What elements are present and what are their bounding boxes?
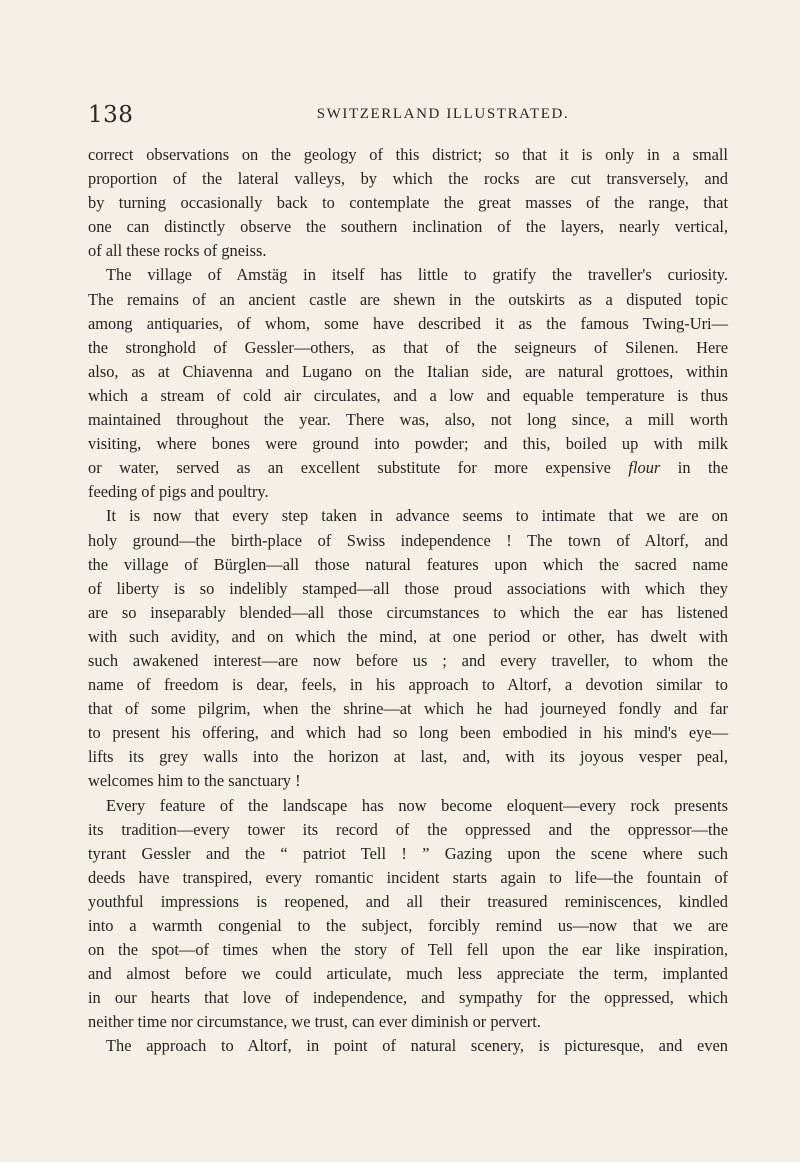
text-line: youthful impressions is reopened, and all their treasured reminiscences, kindled — [88, 891, 728, 911]
text-line: and almost before we could articulate, much less appreciate the term, implanted — [88, 964, 728, 984]
text-line: visiting, where bones were ground into powder; and this, boiled up with milk — [88, 434, 728, 454]
text-line: of liberty is so indelibly stamped—all those proud associations with which they — [88, 578, 728, 598]
text-line: The remains of an ancient castle are shewn in the outskirts as a disputed topic — [88, 289, 728, 309]
paragraph — [88, 1034, 728, 1058]
page-number: 138 — [88, 102, 134, 128]
text-line: in our hearts that love of independence, and sympathy for the oppressed, which — [88, 988, 728, 1008]
paragraph — [88, 794, 728, 1035]
text-line: welcomes him to the sanctuary ! — [88, 771, 301, 791]
text-line: tyrant Gessler and the “ patriot Tell ! ” Gazing upon the scene where such — [88, 843, 728, 863]
text-line: its tradition—every tower its record of the oppressed and the oppressor—the — [88, 819, 728, 839]
text-line: deeds have transpired, every romantic incident starts again to life—the fountain of — [88, 867, 728, 887]
text-line: into a warmth congenial to the subject, forcibly remind us—now that we are — [88, 916, 728, 935]
text-line: neither time nor circumstance, we trust, can ever diminish or pervert. — [88, 1012, 541, 1032]
text-line: that of some pilgrim, when the shrine—at which he had journeyed fondly and far — [88, 699, 728, 719]
running-title: SWITZERLAND ILLUSTRATED. — [316, 106, 570, 122]
body-text — [88, 143, 728, 1059]
text-line: to present his offering, and which had so long been embodied in his mind's eye— — [88, 723, 728, 743]
text-line: the village of Bürglen—all those natural features upon which the sacred name — [88, 554, 728, 574]
text-line: Every feature of the landscape has now become eloquent—every rock presents — [106, 795, 728, 815]
text-line: The approach to Altorf, in point of natural scenery, is picturesque, and even — [106, 1036, 728, 1056]
text-line: or water, served as an excellent substitute for more expensive flour in the — [88, 458, 729, 478]
text-line: holy ground—the birth-place of Swiss independence ! The town of Altorf, and — [88, 530, 728, 550]
text-line: with such avidity, and on which the mind, at one period or other, has dwelt with — [88, 626, 728, 646]
text-line: also, as at Chiavenna and Lugano on the Italian side, are natural grottoes, within — [88, 361, 728, 381]
text-line: on the spot—of times when the story of Tell fell upon the ear like inspiration, — [88, 940, 728, 960]
text-line: lifts its grey walls into the horizon at last, and, with its joyous vesper peal, — [88, 747, 728, 767]
text-line: are so inseparably blended—all those circumstances to which the ear has listened — [88, 602, 728, 622]
page-header — [88, 102, 728, 132]
paragraph — [88, 143, 728, 263]
text-line: such awakened interest—are now before us ; and every traveller, to whom the — [88, 650, 728, 670]
text-line: feeding of pigs and poultry. — [88, 482, 269, 502]
text-line: one can distinctly observe the southern inclination of the layers, nearly vertical, — [88, 217, 728, 237]
text-line: by turning occasionally back to contemplate the great masses of the range, that — [88, 193, 728, 213]
paragraph — [88, 504, 728, 793]
text-line: maintained throughout the year. There was, also, not long since, a mill worth — [88, 410, 728, 430]
text-line: among antiquaries, of whom, some have described it as the famous Twing-Uri— — [88, 313, 728, 333]
text-line: correct observations on the geology of this district; so that it is only in a small — [88, 145, 728, 164]
text-line: which a stream of cold air circulates, and a low and equable temperature is thus — [88, 385, 728, 405]
text-line: It is now that every step taken in advance seems to intimate that we are on — [106, 506, 728, 526]
paragraph — [88, 263, 728, 504]
text-line: name of freedom is dear, feels, in his approach to Altorf, a devotion similar to — [88, 675, 728, 695]
text-line: of all these rocks of gneiss. — [88, 241, 267, 261]
text-line: proportion of the lateral valleys, by which the rocks are cut transversely, and — [88, 169, 728, 189]
text-line: the stronghold of Gessler—others, as that of the seigneurs of Silenen. Here — [88, 337, 728, 357]
text-line: The village of Amstäg in itself has little to gratify the traveller's curiosity. — [106, 265, 728, 285]
